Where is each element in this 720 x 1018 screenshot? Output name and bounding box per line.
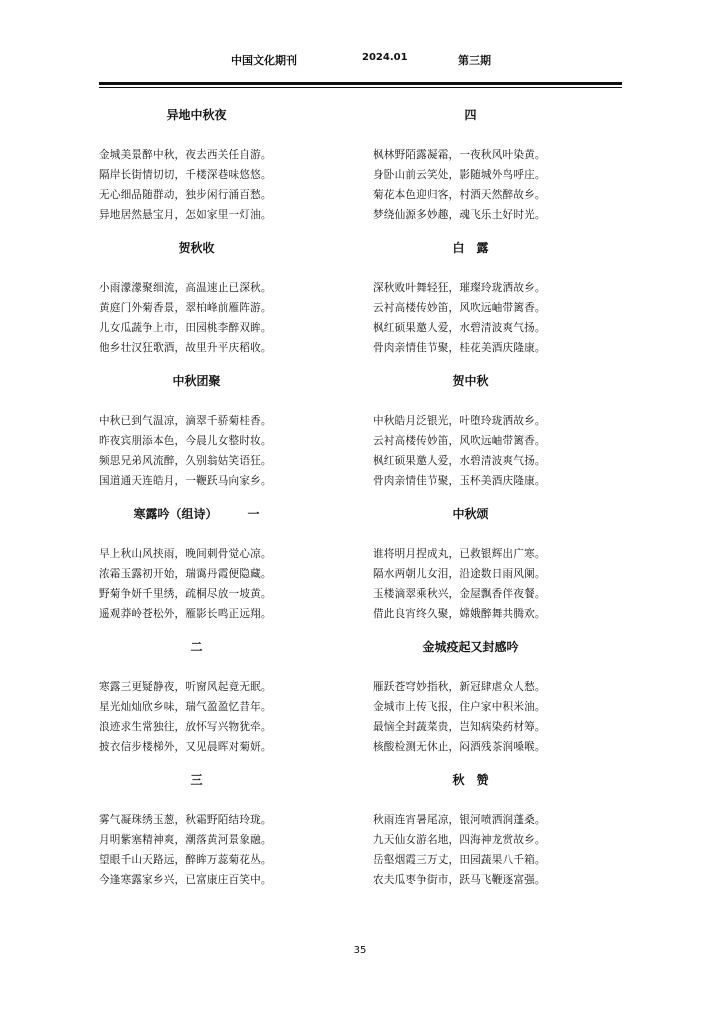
poem-line: 隔岸长街情切切，千楼深巷味悠悠。 <box>99 169 272 181</box>
poem-line: 国道通天连皓月，一鞭跃马向家乡。 <box>99 475 272 487</box>
poem <box>373 772 568 905</box>
poem-line: 雁跃苍穹妙指秋，新冠肆虐众人愁。 <box>373 681 546 693</box>
poem-line: 身卧山前云笑处，影随城外鸟呼庄。 <box>373 169 546 181</box>
poem <box>373 240 568 373</box>
poem-body <box>373 411 568 491</box>
poem-body <box>373 145 568 225</box>
poem-line: 最恼全封蔬菜贵，岂知病染药材筹。 <box>373 721 546 733</box>
right-column <box>373 107 568 905</box>
poem-body <box>99 145 294 225</box>
poem-line: 枫林野陌露凝霜，一夜秋风叶染黄。 <box>373 149 546 161</box>
poem-line: 雾气凝珠绣玉葱，秋霜野陌结玲珑。 <box>99 814 272 826</box>
poem-title-text: 寒露吟（组诗） <box>133 507 218 521</box>
poem-line: 岳壑烟霞三万丈，田园蔬果八千箱。 <box>373 854 546 866</box>
poem <box>99 373 294 506</box>
poem-line: 金城美景醉中秋，夜去西关任自游。 <box>99 149 272 161</box>
poem-line: 玉楼滴翠乘秋兴，金屋飘香伴夜餐。 <box>373 588 546 600</box>
poem-title: 秋 赞 <box>452 773 489 787</box>
poem-line: 梦绕仙源多妙趣，魂飞乐土好时光。 <box>373 209 546 221</box>
poem-body <box>99 411 294 491</box>
poem-body <box>99 544 294 624</box>
poem-line: 浪迹求生常独往，放怀写兴物犹牵。 <box>99 721 272 733</box>
poem-line: 星光灿灿欣乡味，瑞气盈盈忆昔年。 <box>99 701 272 713</box>
issue-date: 2024.01 <box>362 52 408 63</box>
poem-line: 云衬高楼传妙笛，风吹远岫带篱香。 <box>373 435 546 447</box>
poem-title: 中秋团聚 <box>172 374 221 388</box>
poem-line: 儿女瓜蔬争上市，田园桃李醉双眸。 <box>99 322 272 334</box>
running-header <box>0 52 720 68</box>
poem-line: 农夫瓜枣争街市，跃马飞鞭逐富强。 <box>373 874 546 886</box>
poem <box>99 506 294 639</box>
poem-line: 早上秋山风挟雨，晚间刺骨觉心凉。 <box>99 548 272 560</box>
poem-line: 无心细品随群动，独步闲行涌百愁。 <box>99 189 272 201</box>
poem-line: 昨夜宾朋添本色，今晨儿女整时妆。 <box>99 435 272 447</box>
poem-title: 白 露 <box>452 241 489 255</box>
poem-line: 异地居然悬宝月，怎如家里一灯油。 <box>99 209 272 221</box>
poem <box>373 107 568 240</box>
poem-title: 三 <box>190 773 203 787</box>
poem-title: 中秋颂 <box>452 507 489 521</box>
page-number: 35 <box>353 945 367 956</box>
poem-line: 枫红硕果邀人爱，水碧清波爽气扬。 <box>373 322 546 334</box>
poem-body <box>373 278 568 358</box>
poem <box>99 107 294 240</box>
poem-line: 骨肉亲情佳节聚，玉杯美酒庆隆康。 <box>373 475 546 487</box>
header-rule-thin <box>99 87 622 88</box>
poem-line: 月明紫塞精神爽，潮落黄河景象融。 <box>99 834 272 846</box>
poem-line: 秋雨连宵暑尾凉，银河喷洒润蓬桑。 <box>373 814 546 826</box>
poem-title <box>99 506 294 528</box>
poem-line: 骨肉亲情佳节聚，桂花美酒庆隆康。 <box>373 342 546 354</box>
poem-line: 披衣信步楼梯外，又见晨晖对菊妍。 <box>99 741 272 753</box>
poem-body <box>99 278 294 358</box>
poem-line: 借此良宵终久聚，嫦娥醉舞共腾欢。 <box>373 608 546 620</box>
poem-line: 云衬高楼传妙笛，风吹远岫带篱香。 <box>373 302 546 314</box>
poem-line: 黄庭门外菊香景，翠柏峰前雁阵游。 <box>99 302 272 314</box>
poem-body <box>99 810 294 890</box>
poem-line: 菊花本色迎归客，村酒天然醉故乡。 <box>373 189 546 201</box>
poem-body <box>373 544 568 624</box>
poem <box>373 639 568 772</box>
poem-line: 中秋皓月泛银光，叶堕玲珑洒故乡。 <box>373 415 546 427</box>
poem <box>373 373 568 506</box>
journal-name: 中国文化期刊 <box>231 54 297 67</box>
poem-part-number: 一 <box>247 507 260 521</box>
header-rule-thick <box>99 82 622 85</box>
poem-line: 寒露三更疑静夜，听窗风起竟无眠。 <box>99 681 272 693</box>
poem-body <box>373 677 568 757</box>
poem-line: 野菊争妍千里绣，疏桐尽放一坡黄。 <box>99 588 272 600</box>
issue-number: 第三期 <box>458 54 491 67</box>
poem-line: 核酸检测无休止，闷酒残茶润嗓喉。 <box>373 741 546 753</box>
poem-title: 贺秋收 <box>178 241 215 255</box>
poem-line: 九天仙女游名地，四海神龙赏故乡。 <box>373 834 546 846</box>
poem-line: 频思兄弟风流醉，久别翁姑笑语狂。 <box>99 455 272 467</box>
poem-line: 深秋败叶舞轻狂，璀璨玲珑洒故乡。 <box>373 282 546 294</box>
poem-body <box>99 677 294 757</box>
poem-line: 他乡壮汉狂歌酒，故里升平庆稻收。 <box>99 342 272 354</box>
poem <box>99 639 294 772</box>
poem-line: 小雨濛濛聚细流，高温速止已深秋。 <box>99 282 272 294</box>
poem-body <box>373 810 568 890</box>
poem-line: 谁将明月捏成丸，已救银辉出广寒。 <box>373 548 546 560</box>
poem-line: 隔水两朝儿女泪，沿途数日雨风阑。 <box>373 568 546 580</box>
poem-title: 贺中秋 <box>452 374 489 388</box>
poem-title: 金城疫起又封感吟 <box>422 640 519 654</box>
poem-title: 异地中秋夜 <box>166 108 227 122</box>
poem-line: 遥观莽岭苍松外，雁影长鸣正远翔。 <box>99 608 272 620</box>
poem <box>373 506 568 639</box>
poem <box>99 772 294 905</box>
poem-line: 望眼千山天路远，醉眸万蕊菊花丛。 <box>99 854 272 866</box>
poem-title: 二 <box>190 640 203 654</box>
poem-line: 浓霜玉露初开始，瑞霭丹霞便隐藏。 <box>99 568 272 580</box>
poem-line: 金城市上传飞报，住户家中积米油。 <box>373 701 546 713</box>
left-column <box>99 107 294 905</box>
poem-line: 枫红硕果邀人爱，水碧清波爽气扬。 <box>373 455 546 467</box>
poem-line: 今逢寒露家乡兴，已富康庄百笑中。 <box>99 874 272 886</box>
poem-line: 中秋已到气温凉，滴翠千骄菊桂香。 <box>99 415 272 427</box>
poem-title: 四 <box>464 108 477 122</box>
poem <box>99 240 294 373</box>
